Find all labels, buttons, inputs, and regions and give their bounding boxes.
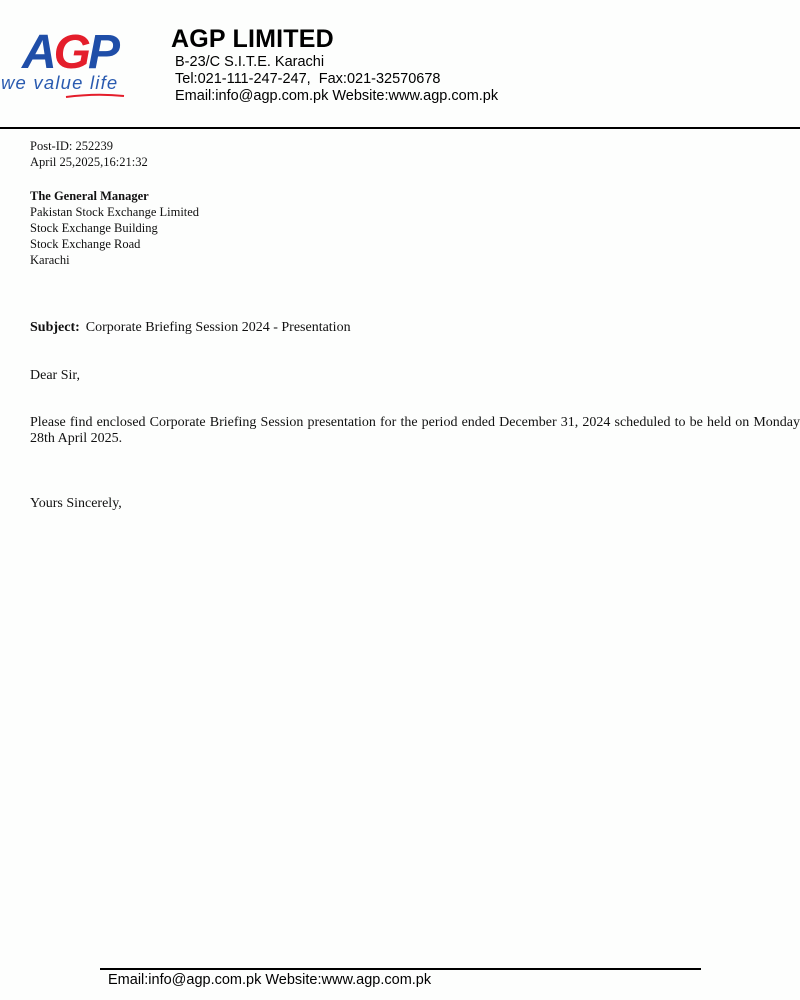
logo-letter-a: A [22, 26, 54, 79]
recipient-line: Stock Exchange Road [30, 237, 141, 251]
subject-line [30, 319, 351, 336]
footer-contact: Email:info@agp.com.pk Website:www.agp.com.pk [108, 972, 432, 988]
recipient-line: Stock Exchange Building [30, 221, 158, 235]
recipient-block [30, 188, 199, 268]
logo-tagline: we value life [1, 72, 119, 93]
post-datetime: April 25,2025,16:21:32 [30, 155, 148, 169]
recipient-line: Pakistan Stock Exchange Limited [30, 205, 200, 219]
recipient-line: Karachi [30, 253, 70, 267]
post-id: Post-ID: 252239 [30, 139, 113, 153]
company-logo [0, 22, 160, 104]
recipient-title: The General Manager [30, 189, 149, 203]
salutation: Dear Sir, [30, 368, 80, 383]
logo-letter-g: G [53, 26, 89, 79]
header-divider [0, 127, 800, 129]
company-name: AGP LIMITED [171, 25, 334, 53]
letter-body: Please find enclosed Corporate Briefing Session presentation for the period ended December 31, 2024 scheduled to be held on Monday 28th April 2025. [30, 415, 800, 446]
subject-text: Corporate Briefing Session 2024 - Presentation [85, 320, 351, 335]
post-meta [30, 138, 148, 170]
company-phone-fax: Tel:021-111-247-247, Fax:021-32570678 [175, 71, 441, 87]
company-address: B-23/C S.I.T.E. Karachi [175, 54, 325, 70]
subject-label: Subject: [30, 320, 80, 335]
company-email-website: Email:info@agp.com.pk Website:www.agp.com.pk [175, 88, 499, 104]
company-header [171, 24, 498, 105]
footer-divider [100, 968, 701, 970]
closing: Yours Sincerely, [30, 496, 122, 511]
logo-letter-p: P [88, 26, 118, 79]
